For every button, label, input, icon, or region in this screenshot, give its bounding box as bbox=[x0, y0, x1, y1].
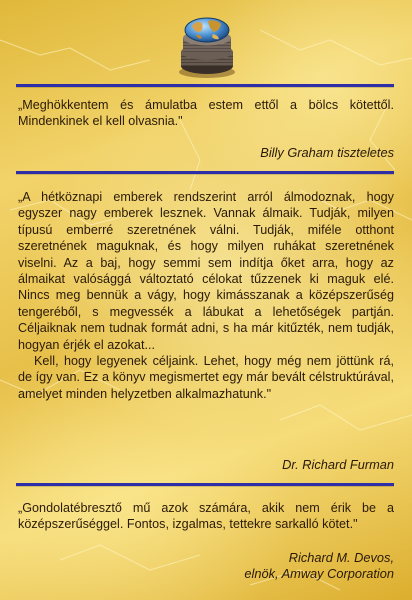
quote-devos-attribution-title: elnök, Amway Corporation bbox=[244, 566, 394, 581]
quote-furman-paragraph-2: Kell, hogy legyenek céljaink. Lehet, hogy még nem jöttünk rá, de így van. Ez a könyv megismertet egy már bevált célstruktúrával, amelyet minden helyzetben alkalmazhatunk." bbox=[18, 354, 394, 401]
quote-devos-attribution-name: Richard M. Devos, bbox=[288, 550, 394, 565]
quote-graham-attribution: Billy Graham tiszteletes bbox=[260, 145, 394, 160]
quote-furman bbox=[18, 189, 394, 402]
divider-rule bbox=[16, 84, 394, 87]
quote-furman-attribution: Dr. Richard Furman bbox=[282, 457, 394, 472]
quote-furman-paragraph-1: „A hétköznapi emberek rendszerint arról álmodoznak, hogy egyszer nagy emberek lesznek. Vannak álmaik. Tudják, milyen típusú emberré szeretnének válni. Tudják, miféle otthont szeretnének maguknak, és hogy milyen ruhákat szeretnének viselni. Az a baj, hogy semmi sem indítja őket arra, hogy az álmaikat valósággá változtató célokat tűzzenek ki maguk elé. Nincs meg bennük a vágy, hogy kimásszanak a középszerűség tengeréből, s megvessék a lábukat a lehetőségek partján. Céljaiknak nem tudnak formát adni, s ha már kitűzték, nem tudják, hogyan érjék el azokat... bbox=[18, 190, 394, 352]
quote-graham bbox=[18, 97, 394, 130]
coin-stack-globe-icon bbox=[166, 8, 248, 80]
divider-rule bbox=[16, 483, 394, 486]
quote-graham-text: „Meghökkentem és ámulatba estem ettől a bölcs kötettől. Mindenkinek el kell olvasnia." bbox=[18, 98, 394, 129]
divider-rule bbox=[16, 171, 394, 174]
quote-devos bbox=[18, 500, 394, 533]
quote-devos-text: „Gondolatébresztő mű azok számára, akik nem érik be a középszerűséggel. Fontos, izgalmas, tettekre sarkalló kötet." bbox=[18, 501, 394, 532]
